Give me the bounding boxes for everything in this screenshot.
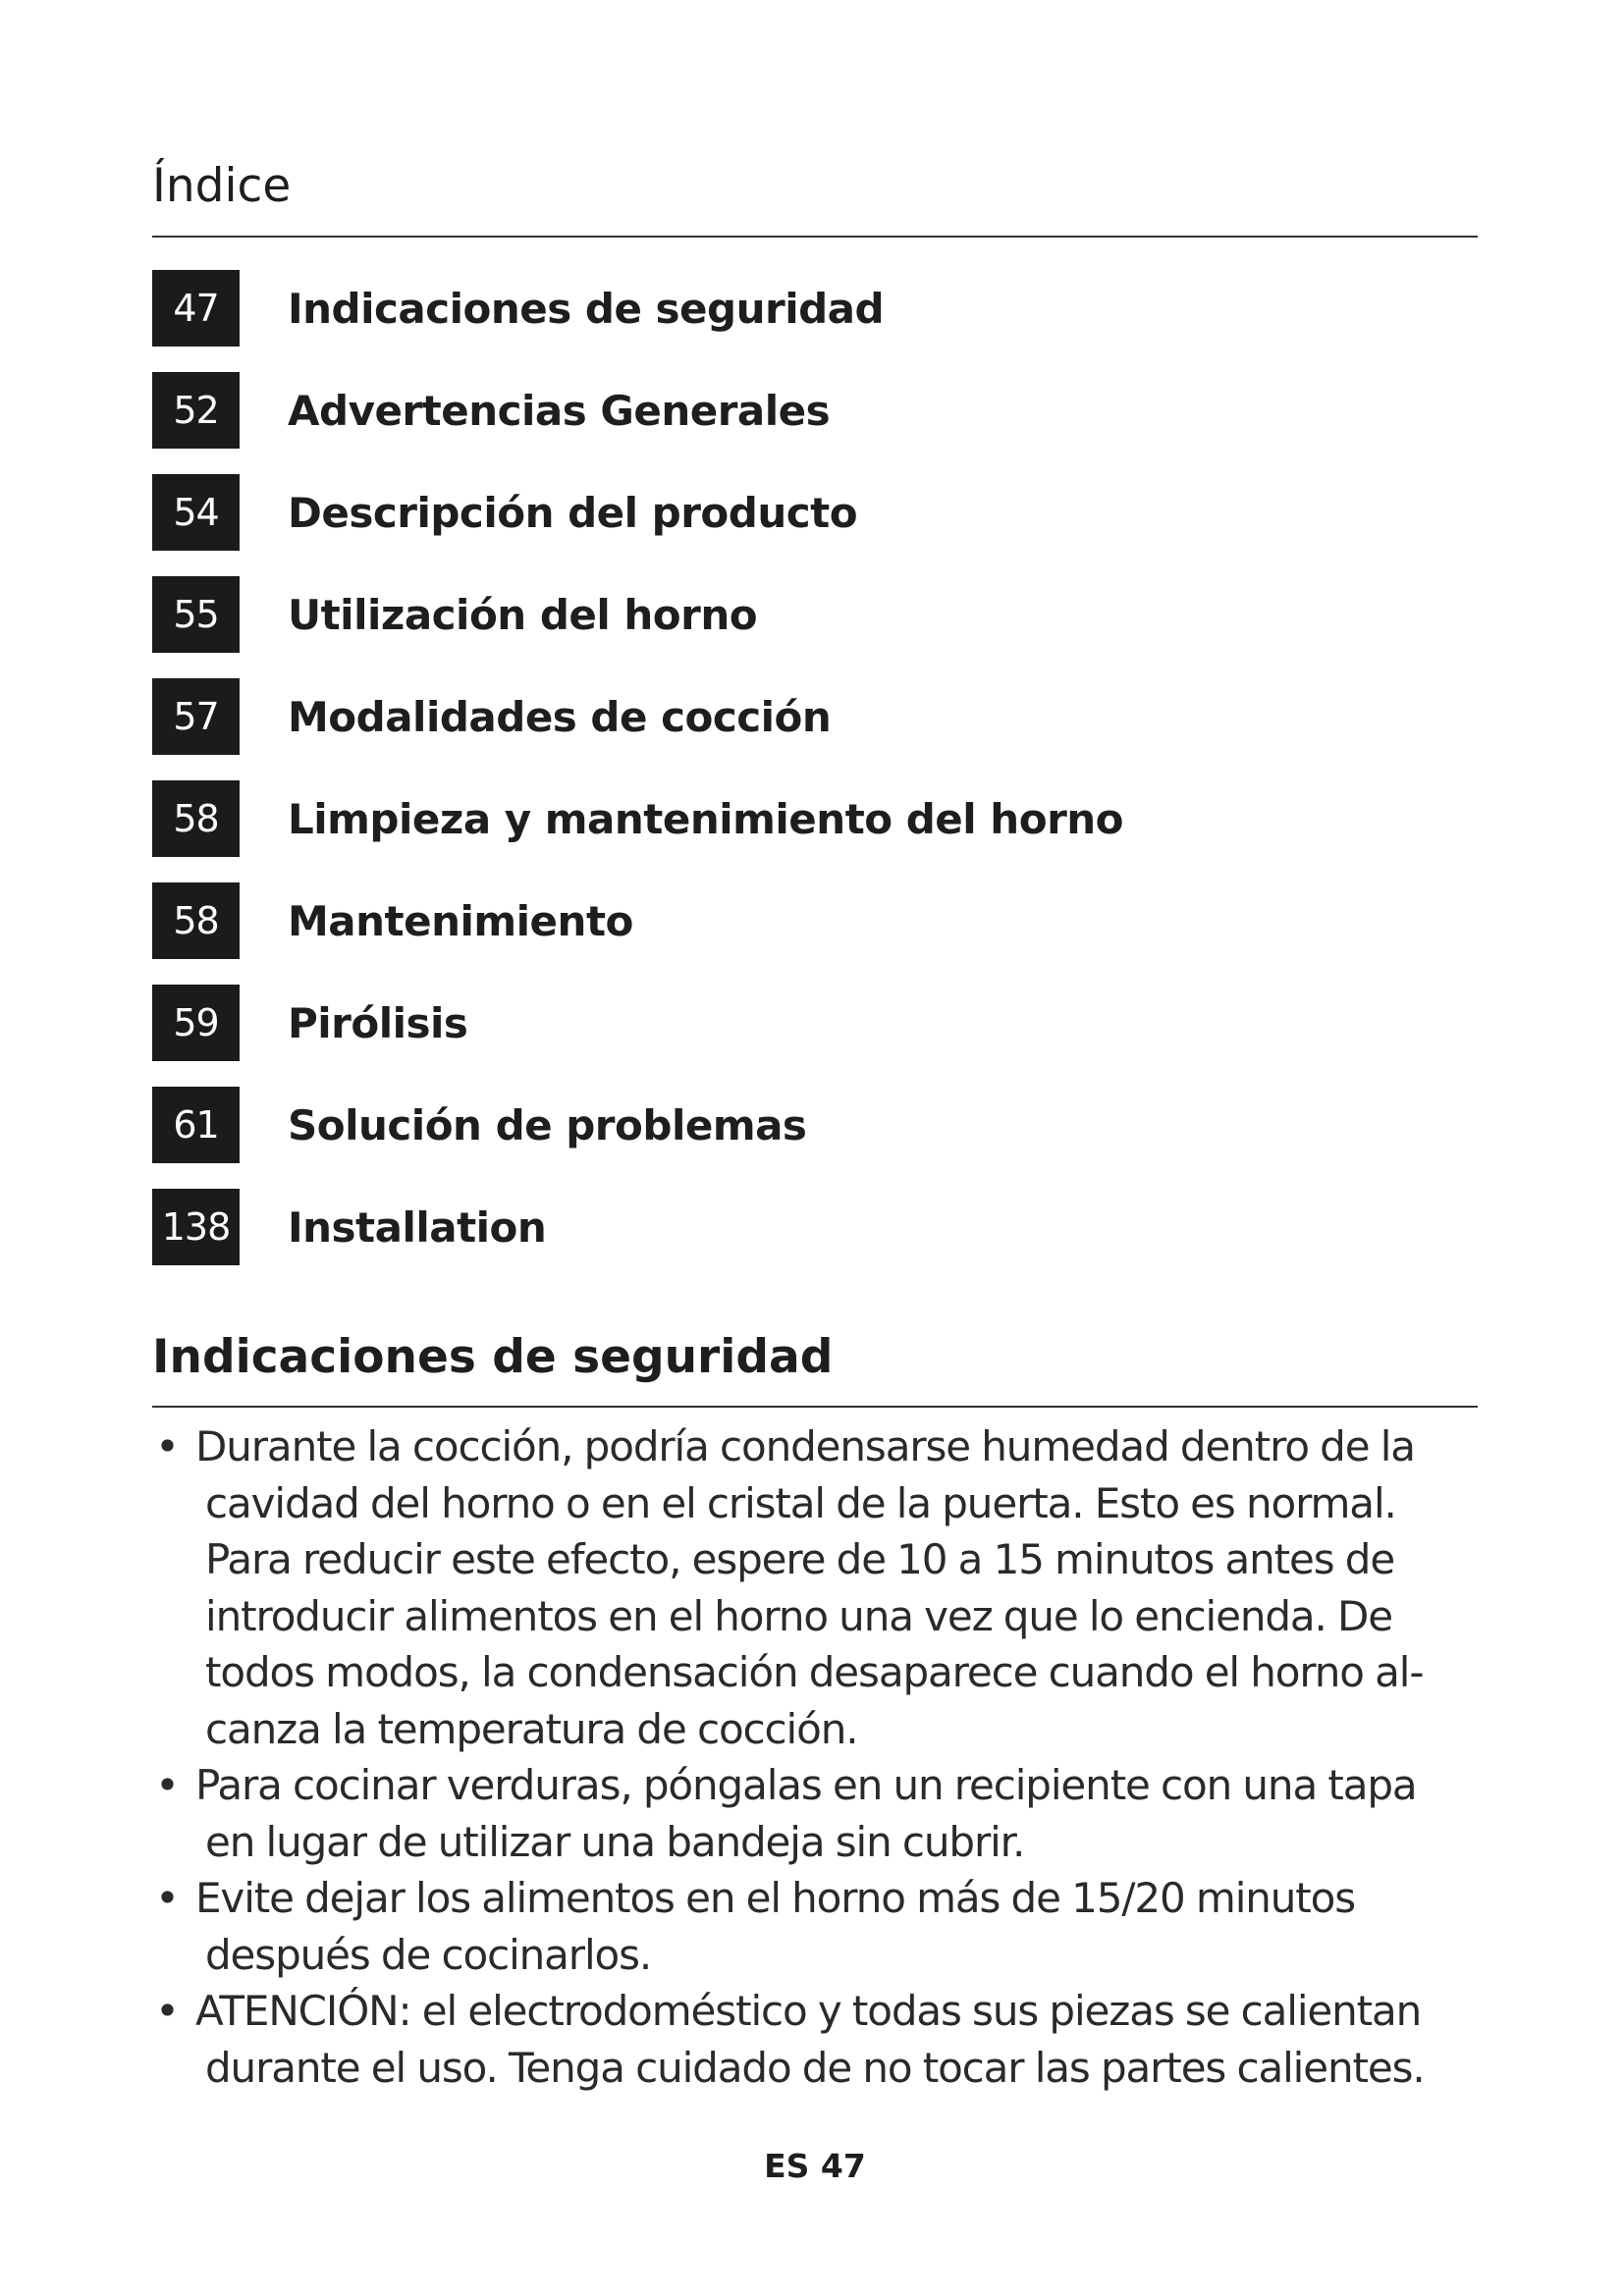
- toc-entry-label: Utilización del horno: [288, 590, 758, 639]
- toc-entry[interactable]: [152, 372, 1478, 449]
- bullet-text-line: Evite dejar los alimentos en el horno más de 15/20 minutos: [195, 1874, 1356, 1922]
- toc-entry-label: Installation: [288, 1202, 547, 1252]
- page-number-badge: 52: [152, 372, 240, 449]
- toc-entry-label: Indicaciones de seguridad: [288, 284, 885, 333]
- toc-entry[interactable]: [152, 270, 1478, 347]
- bullet-icon: •: [155, 1422, 179, 1470]
- bullet-text-line: durante el uso. Tenga cuidado de no tocar las partes calientes.: [205, 2043, 1425, 2092]
- toc-entry[interactable]: [152, 1189, 1478, 1265]
- bullet-item: [152, 1983, 1497, 2096]
- safety-bullet-list: [152, 1418, 1497, 2096]
- toc-entry-label: Descripción del producto: [288, 488, 858, 537]
- page-number-badge: 138: [152, 1189, 240, 1265]
- page-number-badge: 58: [152, 882, 240, 959]
- page-footer-number: ES 47: [764, 2147, 866, 2185]
- toc-entry-label: Limpieza y mantenimiento del horno: [288, 794, 1124, 843]
- toc-entry-label: Modalidades de cocción: [288, 692, 832, 741]
- bullet-text-line: Para cocinar verduras, póngalas en un recipiente con una tapa: [195, 1761, 1417, 1809]
- toc-entry[interactable]: [152, 780, 1478, 857]
- page-number-badge: 54: [152, 474, 240, 551]
- toc-entry-label: Advertencias Generales: [288, 386, 831, 435]
- bullet-item: [152, 1870, 1497, 1983]
- page-number-badge: 57: [152, 678, 240, 755]
- toc-entry-label: Solución de problemas: [288, 1100, 807, 1149]
- bullet-text-line: canza la temperatura de cocción.: [205, 1704, 858, 1753]
- bullet-text-line: todos modos, la condensación desaparece cuando el horno al-: [205, 1648, 1424, 1696]
- index-title: Índice: [152, 159, 292, 213]
- bullet-icon: •: [155, 1761, 179, 1809]
- page-number-badge: 55: [152, 576, 240, 653]
- bullet-icon: •: [155, 1987, 179, 2035]
- bullet-icon: •: [155, 1874, 179, 1922]
- toc-entry-label: Pirólisis: [288, 998, 468, 1047]
- bullet-text-line: después de cocinarlos.: [205, 1930, 652, 1979]
- bullet-text-line: cavidad del horno o en el cristal de la puerta. Esto es normal.: [205, 1478, 1396, 1527]
- bullet-text-line: ATENCIÓN: el electrodoméstico y todas sus piezas se calientan: [195, 1987, 1422, 2035]
- page-number-badge: 47: [152, 270, 240, 347]
- page-number-badge: 59: [152, 985, 240, 1061]
- toc-entry[interactable]: [152, 678, 1478, 755]
- toc-entry[interactable]: [152, 474, 1478, 551]
- index-divider: [152, 236, 1478, 238]
- toc-entry[interactable]: [152, 985, 1478, 1061]
- bullet-text-line: Durante la cocción, podría condensarse humedad dentro de la: [195, 1422, 1415, 1470]
- toc-entry[interactable]: [152, 576, 1478, 653]
- toc-entry[interactable]: [152, 882, 1478, 959]
- bullet-text-line: en lugar de utilizar una bandeja sin cubrir.: [205, 1817, 1025, 1866]
- toc-entry[interactable]: [152, 1087, 1478, 1163]
- bullet-item: [152, 1418, 1497, 1757]
- bullet-text-line: introducir alimentos en el horno una vez que lo encienda. De: [205, 1591, 1393, 1640]
- safety-section-title: Indicaciones de seguridad: [152, 1330, 834, 1384]
- table-of-contents: [152, 270, 1478, 1291]
- safety-divider: [152, 1406, 1478, 1408]
- toc-entry-label: Mantenimiento: [288, 896, 633, 945]
- page-number-badge: 58: [152, 780, 240, 857]
- bullet-text-line: Para reducir este efecto, espere de 10 a 15 minutos antes de: [205, 1535, 1395, 1583]
- bullet-item: [152, 1757, 1497, 1870]
- page-number-badge: 61: [152, 1087, 240, 1163]
